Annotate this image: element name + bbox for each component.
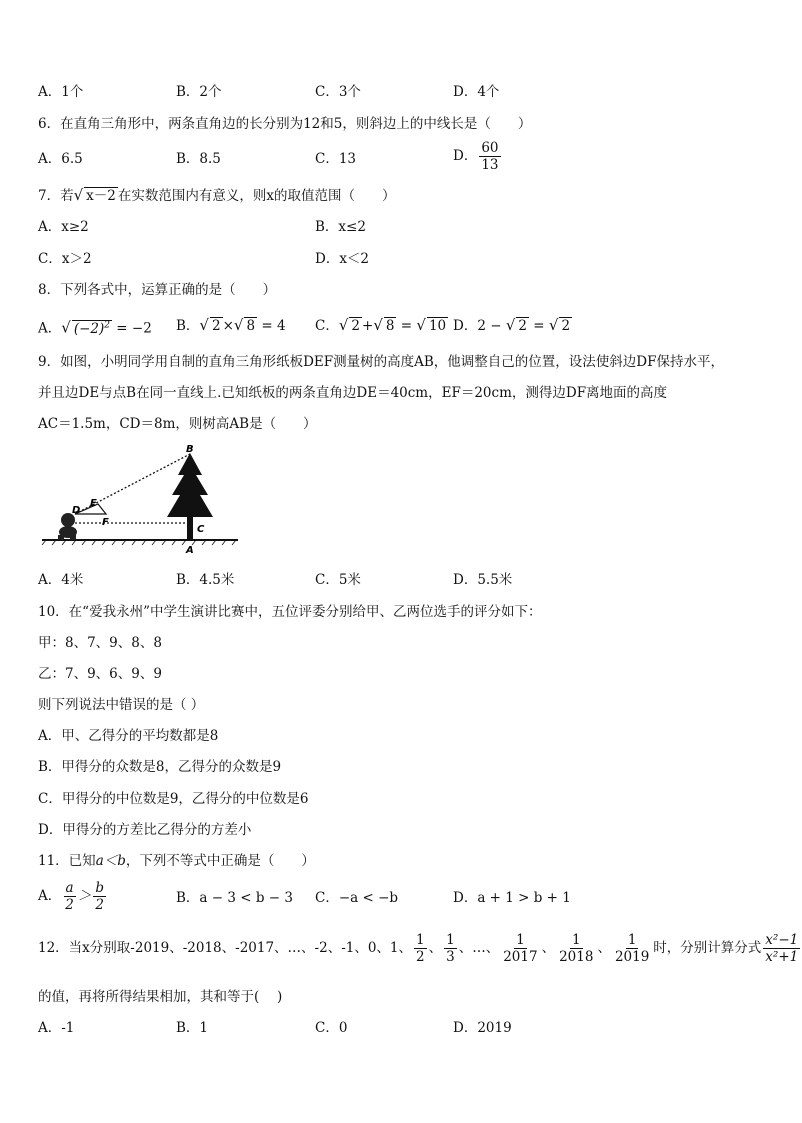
q7-stem-post: 在实数范围内有意义，则x的取值范围（ ）	[117, 188, 396, 204]
q4-option-b: B．2个	[176, 84, 222, 100]
label-a: A	[186, 545, 194, 556]
q11-a-op: ＞	[77, 888, 92, 904]
q6-stem: 6．在直角三角形中，两条直角边的长分别为12和5，则斜边上的中线长是（ ）	[38, 116, 532, 132]
label-e: E	[90, 498, 97, 509]
q11-option-d: D．a + 1 > b + 1	[453, 890, 571, 906]
q8-c-radicand-2: 8	[385, 318, 395, 334]
q11-stem-pre: 11．已知	[38, 853, 96, 869]
frac-numerator: x²−1	[765, 932, 799, 948]
q4-option-c: C．3个	[315, 84, 361, 100]
q10-option-d: D．甲得分的方差比乙得分的方差小	[38, 822, 252, 838]
q10-option-c: C．甲得分的中位数是9，乙得分的中位数是6	[38, 791, 309, 807]
q11-stem-post: ，下列不等式中正确是（ ）	[125, 853, 315, 869]
frac-numerator: 1	[516, 932, 525, 948]
frac-denominator: 3	[446, 949, 455, 965]
q8-a-radicand	[72, 320, 112, 337]
q8-c-op: +	[362, 318, 374, 334]
frac-denominator: 2018	[559, 949, 594, 965]
q8-c-radicand-3: 10	[428, 318, 447, 334]
q12-frac-4	[557, 932, 595, 965]
frac-numerator: a	[65, 880, 74, 896]
q8-d-label: D．	[453, 318, 478, 334]
q11-stem-math: a＜b	[95, 853, 126, 869]
q8-stem: 8．下列各式中，运算正确的是（ ）	[38, 282, 277, 298]
q12-sep-4: 、	[597, 940, 611, 956]
frac-numerator: 1	[446, 932, 455, 948]
q6-option-a: A．6.5	[38, 151, 83, 167]
q11-option-b: B．a − 3 < b − 3	[176, 890, 293, 906]
q12-pre: 12．当x分别取-2019、-2018、-2017、…、-2、-1、0、1、	[38, 940, 413, 956]
q10-option-a: A．甲、乙得分的平均数都是8	[38, 728, 219, 744]
q10-yi-scores: 乙：7、9、6、9、9	[38, 666, 162, 682]
tree-icon	[167, 453, 213, 540]
q8-c-eq: =	[396, 318, 417, 334]
sqrt-icon: √	[505, 316, 516, 334]
q11-option-a	[38, 880, 108, 913]
q11-a-frac-1	[63, 880, 76, 913]
q6-option-d-label: D．	[453, 148, 478, 164]
q10-jia-scores: 甲：8、7、9、8、8	[38, 635, 162, 651]
q8-a-rest: = −2	[111, 320, 152, 337]
q8-b-op: ×	[222, 318, 234, 334]
q12-option-a: A．-1	[38, 1020, 75, 1036]
q8-a-label: A．	[38, 320, 62, 337]
frac-numerator: 1	[571, 932, 581, 948]
q4-option-a: A．1个	[38, 84, 84, 100]
q12-stem	[38, 932, 802, 965]
q8-a-base: (−2)	[73, 320, 105, 337]
q7-radicand: x－2	[86, 188, 116, 204]
q10-stem: 10．在“爱我永州”中学生演讲比赛中，五位评委分别给甲、乙两位选手的评分如下：	[38, 604, 542, 620]
q12-option-d: D．2019	[453, 1020, 512, 1036]
q12-frac-5	[613, 932, 651, 965]
frac-denominator: 2	[416, 949, 425, 965]
q6-option-d	[453, 140, 503, 173]
label-c: C	[197, 524, 205, 535]
q7-option-b: B．x≤2	[315, 219, 366, 235]
frac-denominator: 2	[65, 897, 74, 913]
q4-option-d: D．4个	[453, 84, 500, 100]
q12-mid: 时，分别计算分式	[653, 940, 762, 956]
frac-denominator: 2	[95, 897, 104, 913]
q9-option-a: A．4米	[38, 572, 84, 588]
label-f: F	[102, 517, 109, 528]
q9-option-b: B．4.5米	[176, 572, 235, 588]
label-b: B	[186, 444, 194, 455]
sqrt-icon: √	[338, 316, 349, 334]
q8-a-exponent: 2	[104, 320, 110, 330]
q7-option-d: D．x＜2	[315, 251, 370, 267]
q8-b-radicand-1: 2	[211, 318, 221, 334]
q12-option-b: B．1	[176, 1020, 209, 1036]
q12-expression-fraction	[763, 932, 800, 965]
q8-b-rest: = 4	[257, 318, 286, 334]
frac-denominator: 2017	[503, 949, 538, 965]
q12-line-2: 的值，再将所得结果相加，其和等于( )	[38, 989, 283, 1005]
q11-option-c: C．−a < −b	[315, 890, 399, 906]
sqrt-icon: √	[548, 316, 559, 334]
q8-option-b	[176, 315, 286, 336]
q10-ask: 则下列说法中错误的是（ ）	[38, 697, 205, 713]
q9-line-1: 9．如图，小明同学用自制的直角三角形纸板DEF测量树的高度AB，他调整自己的位置，设法使斜边DF保持水平，	[38, 354, 724, 370]
frac-numerator: 1	[416, 932, 425, 948]
q12-frac-2	[444, 932, 457, 965]
sqrt-icon: √	[61, 318, 71, 337]
q9-figure	[40, 443, 240, 555]
q8-option-d	[453, 315, 572, 336]
q10-option-b: B．甲得分的众数是8，乙得分的众数是9	[38, 759, 282, 775]
q12-frac-3	[501, 932, 539, 965]
q7-option-a: A．x≥2	[38, 219, 89, 235]
q12-option-c: C．0	[315, 1020, 348, 1036]
q7-option-c: C．x＞2	[38, 251, 92, 267]
label-d: D	[72, 505, 81, 516]
q6-option-b: B．8.5	[176, 151, 221, 167]
q9-line-3: AC＝1.5m，CD＝8m，则树高AB是（ ）	[38, 416, 317, 432]
person-icon	[58, 513, 77, 540]
q6-option-d-fraction	[479, 140, 500, 173]
q11-stem	[38, 851, 315, 871]
q9-option-c: C．5米	[315, 572, 361, 588]
sqrt-icon: √	[373, 316, 383, 334]
q8-c-label: C．	[315, 318, 339, 334]
q8-option-a	[38, 315, 152, 339]
sqrt-icon: √	[199, 316, 209, 334]
frac-numerator: 1	[627, 932, 637, 948]
q11-a-frac-2	[93, 880, 106, 913]
q12-frac-1	[414, 932, 427, 965]
q9-line-2: 并且边DE与点B在同一直线上.已知纸板的两条直角边DE＝40cm，EF＝20cm，测得边DF离地面的高度	[38, 385, 668, 401]
frac-denominator: 13	[481, 157, 499, 173]
q12-sep-2: 、…、	[458, 940, 500, 956]
q12-sep-1: 、	[428, 940, 443, 956]
q8-d-radicand-1: 2	[518, 318, 527, 334]
q8-b-label: B．	[176, 318, 200, 334]
frac-numerator: 60	[481, 140, 499, 156]
q7-stem-pre: 7．若	[38, 188, 74, 204]
q8-option-c	[315, 315, 448, 336]
q9-option-d: D．5.5米	[453, 572, 513, 588]
q7-stem	[38, 185, 395, 206]
q12-sep-3: 、	[541, 940, 556, 956]
q8-d-pre: 2 −	[477, 318, 506, 334]
q6-option-c: C．13	[315, 151, 357, 167]
sqrt-icon: √	[233, 316, 244, 334]
q8-d-eq: =	[528, 318, 549, 334]
frac-denominator: 2019	[614, 949, 650, 965]
q8-b-radicand-2: 8	[246, 318, 256, 334]
q8-c-radicand-1: 2	[351, 318, 360, 334]
q8-d-radicand-2: 2	[561, 318, 571, 334]
frac-denominator: x²+1	[765, 949, 799, 965]
frac-numerator: b	[95, 880, 104, 896]
q11-a-label: A．	[38, 888, 62, 904]
sqrt-icon: √	[73, 186, 84, 204]
sqrt-icon: √	[416, 316, 426, 334]
